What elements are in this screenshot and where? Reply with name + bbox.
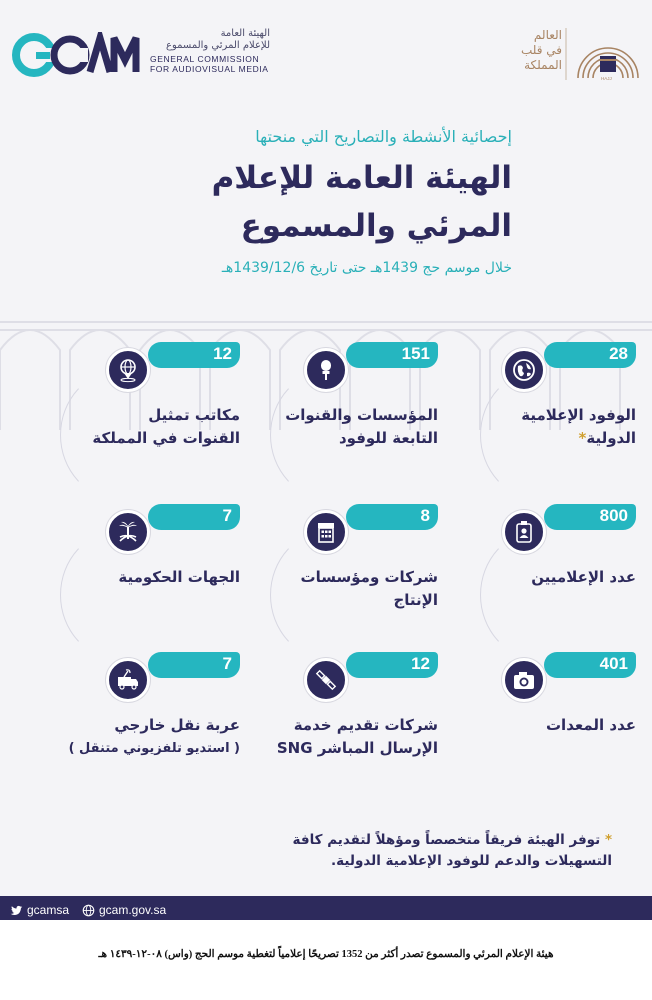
footer-website[interactable] xyxy=(82,903,166,917)
stat-label xyxy=(450,714,636,737)
stat-label-line1: الوفود الإعلامية xyxy=(521,406,636,424)
image-caption: هيئة الإعلام المرئي والمسموع تصدر أكثر من 1352 تصريحًا إعلامياً لتغطية موسم الحج (واس) ٠٨-١٢-١٤٣٩ هـ xyxy=(98,949,554,960)
stat-label xyxy=(252,566,438,612)
stat-label-line2: التابعة للوفود xyxy=(338,429,438,447)
stat-badge xyxy=(346,342,438,368)
stat-item-delegation-channels xyxy=(250,342,450,472)
title-date-range: خلال موسم حج 1439هـ حتى تاريخ 1439/12/6هـ xyxy=(221,260,512,276)
stat-label-line1: مكاتب تمثيل xyxy=(148,406,240,424)
footnote-line2: التسهيلات والدعم للوفود الإعلامية الدولية. xyxy=(331,853,612,869)
stat-item-channel-offices xyxy=(52,342,252,472)
stat-label-line2: ( استديو تلفزيوني متنقل ) xyxy=(68,741,240,756)
title-line1: إحصائية الأنشطة والتصاريح التي منحتها xyxy=(255,127,512,146)
satellite-icon xyxy=(304,658,348,702)
world-in-kingdom-logo-text xyxy=(470,28,562,73)
stat-label-line1: شركات تقديم خدمة xyxy=(293,716,438,734)
gcam-arabic-name-line1: الهيئة العامة xyxy=(220,28,270,39)
stat-item-international-delegations xyxy=(448,342,648,472)
footnote xyxy=(212,830,612,872)
stat-badge xyxy=(148,504,240,530)
svg-text:HAJJ: HAJJ xyxy=(601,76,612,81)
gcam-logo xyxy=(12,32,144,78)
stat-value: 12 xyxy=(213,344,232,363)
stat-value: 7 xyxy=(222,506,232,525)
stat-badge xyxy=(544,652,636,678)
stat-value: 800 xyxy=(599,506,628,525)
camera-icon xyxy=(502,658,546,702)
stat-label xyxy=(54,714,240,760)
gcam-english-name xyxy=(150,54,300,74)
stat-value: 401 xyxy=(599,654,628,673)
news-van-icon xyxy=(106,658,150,702)
globe-icon xyxy=(502,348,546,392)
website-url: gcam.gov.sa xyxy=(99,903,167,917)
stat-label xyxy=(54,404,240,450)
stat-value: 8 xyxy=(420,506,430,525)
logo-text-line2: في قلب xyxy=(520,43,562,57)
twitter-handle: gcamsa xyxy=(27,903,70,917)
stat-badge xyxy=(148,652,240,678)
stat-label xyxy=(252,714,438,760)
stat-label-line1: المؤسسات والقنوات xyxy=(285,406,438,424)
stat-value: 7 xyxy=(222,654,232,673)
stat-label-line2: الإرسال المباشر SNG xyxy=(276,739,438,757)
stat-item-sng-companies xyxy=(250,652,450,782)
stat-badge xyxy=(148,342,240,368)
logo-text-line1: العالم xyxy=(533,28,562,42)
stat-badge xyxy=(346,652,438,678)
press-badge-icon xyxy=(502,510,546,554)
footnote-star: * xyxy=(604,832,612,848)
stat-badge xyxy=(346,504,438,530)
stat-label-line1: شركات ومؤسسات xyxy=(300,568,438,586)
saudi-emblem-icon xyxy=(106,510,150,554)
title-line2: الهيئة العامة للإعلام xyxy=(211,160,512,196)
logo-text-line3: المملكة xyxy=(524,58,562,72)
globe-web-icon xyxy=(82,904,95,917)
stat-item-production-companies xyxy=(250,504,450,634)
footer-twitter[interactable] xyxy=(10,903,69,917)
footnote-star-marker: * xyxy=(578,429,587,447)
stat-label xyxy=(252,404,438,450)
stat-label-line1: الجهات الحكومية xyxy=(118,568,240,586)
location-globe-icon xyxy=(106,348,150,392)
stat-value: 12 xyxy=(411,654,430,673)
stat-value: 28 xyxy=(609,344,628,363)
stat-label xyxy=(450,404,636,450)
stat-label-line1: عدد الإعلاميين xyxy=(531,568,636,586)
footnote-line1: توفر الهيئة فريقاً متخصصاً ومؤهلاً لتقديم كافة xyxy=(292,832,601,848)
stat-item-government-entities xyxy=(52,504,252,634)
stat-label xyxy=(450,566,636,589)
microphone-icon xyxy=(304,348,348,392)
stat-item-equipment xyxy=(448,652,648,782)
stat-label-line1: عدد المعدات xyxy=(545,716,636,734)
stat-item-broadcast-vans xyxy=(52,652,252,782)
gcam-english-name-line2: FOR AUDIOVISUAL MEDIA xyxy=(150,64,269,74)
stat-item-journalists xyxy=(448,504,648,634)
stat-label xyxy=(54,566,240,589)
stat-label-line2: الإنتاج xyxy=(393,591,438,609)
stat-badge xyxy=(544,504,636,530)
gcam-arabic-name xyxy=(150,28,270,52)
stat-label-line1: عربة نقل خارجي xyxy=(114,716,240,734)
stat-badge xyxy=(544,342,636,368)
news-building-icon xyxy=(304,510,348,554)
gcam-english-name-line1: GENERAL COMMISSION xyxy=(150,54,260,64)
gcam-arabic-name-line2: للإعلام المرئي والمسموع xyxy=(165,40,270,51)
title-line3: المرئي والمسموع xyxy=(240,208,512,244)
twitter-icon xyxy=(10,904,23,917)
stat-label-line2: القنوات في المملكة xyxy=(92,429,240,447)
stat-value: 151 xyxy=(401,344,430,363)
stat-label-line2: الدولية xyxy=(586,429,636,447)
